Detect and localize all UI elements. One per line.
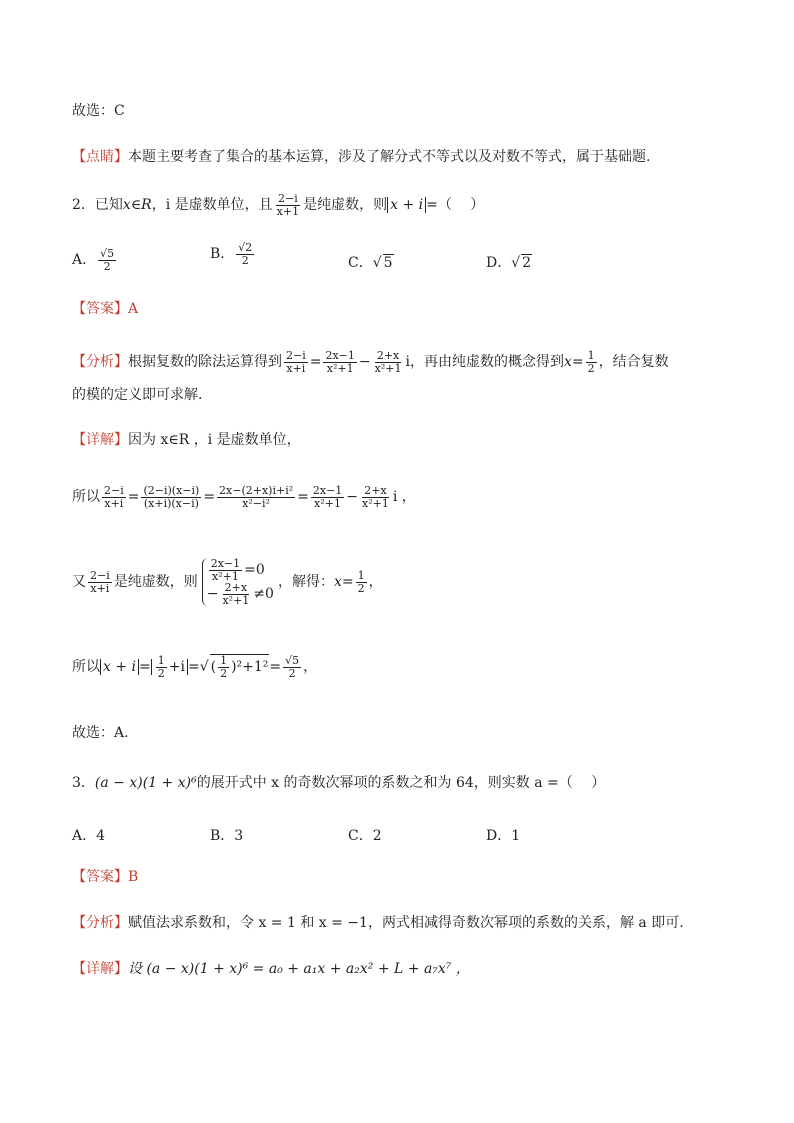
analysis-2-line2: 的模的定义即可求解. (72, 387, 203, 403)
analysis-tag: 【分析】 (72, 354, 128, 371)
final-choice-2: 故选：A. (72, 725, 129, 741)
q2-end: =（ ） (426, 197, 485, 214)
q3-option-a: A．4 (72, 828, 106, 844)
comment-line (72, 150, 650, 164)
solution-2-step3: 所以 x + i = $\frac{1}{2}$ +i =√ ( $\frac{1}{2}$ )²+1²= $\frac{√5}{2}$ ， (72, 654, 318, 680)
solution-2-step1: 所以 $\frac{2-i}{x+i}$ = $\frac{(2-i)(x-i)}{(x+i)(x-i)}$ = $\frac{\text{2x−(2+x)i+i²}}{\text{x²−i²}}$ = $\frac{2x-1}{\text{x²+1}}$ − $\frac{2+x}{\text{x²+1}}$ i ， (72, 484, 416, 510)
text: 又 (72, 574, 86, 591)
answer-tag: 【答案】 (72, 301, 128, 317)
q3-number: 3． (72, 775, 95, 791)
q3-expression: (a − x)(1 + x)⁶ (94, 775, 197, 791)
so-label: 所以 (72, 489, 100, 506)
analysis-text-3: 赋值法求系数和，令 x = 1 和 x = −1，两式相减得奇数次幂项的系数的关系，解 a 即可. (128, 915, 684, 931)
q2-option-a: A． $\frac{√5}{2}$ (72, 247, 115, 273)
analysis-2: 【分析】根据复数的除法运算得到 $\frac{2-i}{x+i}$ = $\frac{2x-1}{\text{x²+1}}$ − $\frac{2+x}{\text{x²+1}}$ i，再由纯虚数的概念得到x= $\frac{1}{2}$ ，结合复数 (72, 349, 669, 375)
answer-value-3: B (128, 869, 139, 885)
so-label-2: 所以 (72, 659, 100, 676)
equation-system: $\frac{2x-1}{\text{x²+1}}$ =0 − $\frac{2+x}{\text{x²+1}}$ ≠0 (202, 558, 274, 606)
q2-option-b: B． $\frac{√2}{2}$ (210, 241, 253, 267)
answer-2 (72, 302, 138, 316)
analysis-tag-3: 【分析】 (72, 915, 128, 931)
solution-tag-3: 【详解】 (72, 961, 128, 977)
q2-number: 2．已知 (72, 197, 123, 214)
q2-text: ，i 是虚数单位，且 (151, 197, 273, 214)
answer-value: A (128, 301, 139, 317)
text-4: ， (368, 574, 383, 591)
answer-3 (72, 870, 138, 884)
analysis-text-3: ，结合复数 (598, 354, 669, 371)
question-3-stem (72, 776, 605, 790)
analysis-3 (72, 916, 684, 930)
q2-text-2: 是纯虚数，则 (303, 197, 388, 214)
q2-condition: x∈R (122, 197, 152, 214)
solution-tag: 【详解】 (72, 432, 128, 448)
q2-option-d: D．√ 2 (486, 255, 532, 271)
q3-option-b: B．3 (210, 828, 244, 844)
q2-abs-expr: x + i (387, 197, 426, 213)
solution-2 (72, 433, 301, 447)
q3-option-c: C．2 (348, 828, 382, 844)
analysis-text: 根据复数的除法运算得到 (128, 354, 282, 371)
q2-fraction: $\frac{2-i}{x+1}$ (276, 192, 300, 218)
text-3: ，解得： (277, 574, 334, 591)
q2-option-c: C．√ 5 (348, 255, 393, 271)
answer-tag-3: 【答案】 (72, 869, 128, 885)
comment-tag: 【点睛】 (72, 149, 128, 165)
question-2-stem (72, 193, 484, 217)
solution-2-step2: 又 $\frac{2-i}{x+i}$ 是纯虚数，则 $\frac{2x-1}{\text{x²+1}}$ =0 − $\frac{2+x}{\text{x²+1}}$ ≠0 ，解得：x= $\frac{1}{2}$ ， (72, 557, 383, 607)
comment-text: 本题主要考查了集合的基本运算，涉及了解分式不等式以及对数不等式，属于基础题. (128, 149, 651, 165)
q3-text: 的展开式中 x 的奇数次幂项的系数之和为 64，则实数 a =（ ） (196, 775, 606, 791)
q3-option-d: D．1 (486, 828, 521, 844)
solution-text: 因为 x∈R ，i 是虚数单位， (128, 432, 301, 448)
text-2: 是纯虚数，则 (113, 574, 198, 591)
solution-text-3: 设 (a − x)(1 + x)⁶ = a₀ + a₁x + a₂x² + L + a₇x⁷ ， (128, 961, 470, 977)
analysis-text-2: ，再由纯虚数的概念得到 (409, 354, 564, 371)
solution-3 (72, 962, 470, 976)
answer-choice-line: 故选：C (72, 103, 125, 119)
